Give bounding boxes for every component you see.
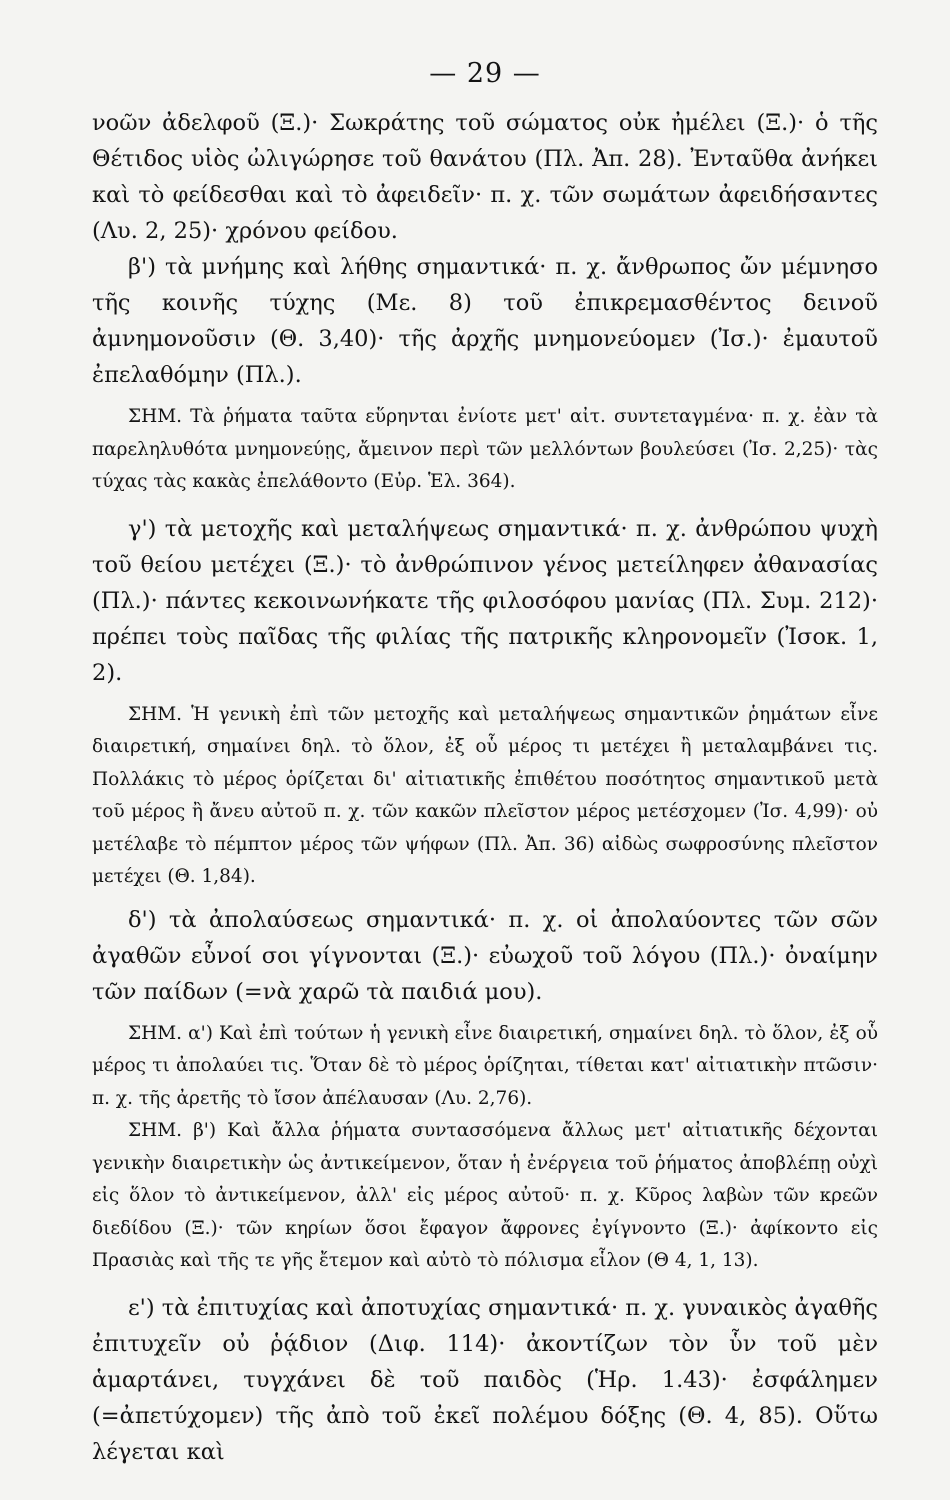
paragraph-memory-verbs: β') τὰ μνήμης καὶ λήθης σημαντικά· π. χ. ἄνθρωπος ὤν μέμνησο τῆς κοινῆς τύχης (Με. 8) τοῦ ἐπικρεμασθέντος δεινοῦ ἀμνημονοῦσιν (Θ. 3,40)· τῆς ἀρχῆς μνημονεύομεν (Ἰσ.)· ἐμαυτοῦ ἐπελαθόμην (Πλ.). (92, 254, 878, 388)
note-enjoyment-verbs-b: ΣΗΜ. β') Καὶ ἄλλα ῥήματα συντασσόμενα ἄλλως μετ' αἰτιατικῆς δέχονται γενικὴν διαιρετικὴν ὡς ἀντικείμενον, ὅταν ἡ ἐνέργεια τοῦ ῥήματος ἀποβλέπῃ οὐχὶ εἰς ὅλον τὸ ἀντικείμενον, ἀλλ' εἰς μέρος αὐτοῦ· π. χ. Κῦρος λαβὼν τῶν κρεῶν διεδίδου (Ξ.)· τῶν κηρίων ὅσοι ἔφαγον ἄφρονες ἐγίγνοντο (Ξ.)· ἀφίκοντο εἰς Πρασιὰς καὶ τῆς τε γῆς ἔτεμον καὶ αὐτὸ τὸ πόλισμα εἷλον (Θ 4, 1, 13). (92, 1120, 878, 1271)
spacer (92, 1278, 878, 1290)
spacer (92, 393, 878, 401)
spacer (92, 1010, 878, 1018)
paragraph-participation-verbs: γ') τὰ μετοχῆς καὶ μεταλήψεως σημαντικά· π. χ. ἀνθρώπου ψυχὴ τοῦ θείου μετέχει (Ξ.)· τὸ ἀνθρώπινον γένος μετείληφεν ἀθανασίας (Πλ.)· πάντες κεκοινωνήκατε τῆς φιλοσόφου μανίας (Πλ. Συμ. 212)· πρέπει τοὺς παῖδας τῆς φιλίας τῆς πατρικῆς κληρονομεῖν (Ἰσοκ. 1, 2). (92, 515, 878, 686)
paragraph-neglect-verbs: νοῶν ἀδελφοῦ (Ξ.)· Σωκράτης τοῦ σώματος οὐκ ἠμέλει (Ξ.)· ὁ τῆς Θέτιδος υἱὸς ὠλιγώρησε τοῦ θανάτου (Πλ. Ἀπ. 28). Ἐνταῦθα ἀνήκει καὶ τὸ φείδεσθαι καὶ τὸ ἀφειδεῖν· π. χ. τῶν σωμάτων ἀφειδήσαντες (Λυ. 2, 25)· χρόνου φείδου. (92, 110, 878, 244)
paragraph-enjoyment-verbs: δ') τὰ ἀπολαύσεως σημαντικά· π. χ. οἱ ἀπολαύοντες τῶν σῶν ἀγαθῶν εὖνοί σοι γίγνονται (Ξ.)· εὐωχοῦ τοῦ λόγου (Πλ.)· ὀναίμην τῶν παίδων (=νὰ χαρῶ τὰ παιδιά μου). (92, 906, 878, 1005)
spacer (92, 499, 878, 511)
note-enjoyment-verbs-a: ΣΗΜ. α') Καὶ ἐπὶ τούτων ἡ γενικὴ εἶνε διαιρετική, σημαίνει δηλ. τὸ ὅλον, ἐξ οὗ μέρος τι ἀπολαύει τις. Ὅταν δὲ τὸ μέρος ὁρίζηται, τίθεται κατ' αἰτιατικὴν πτῶσιν· π. χ. τῆς ἀρετῆς τὸ ἴσον ἀπέλαυσαν (Λυ. 2,76). (92, 1022, 878, 1109)
spacer (92, 691, 878, 699)
note-participation-verbs: ΣΗΜ. Ἡ γενικὴ ἐπὶ τῶν μετοχῆς καὶ μεταλήψεως σημαντικῶν ῥημάτων εἶνε διαιρετική, σημαίνει δηλ. τὸ ὅλον, ἐξ οὗ μέρος τι μετέχει ἢ μεταλαμβάνει τις. Πολλάκις τὸ μέρος ὁρίζεται δι' αἰτιατικῆς ἐπιθέτου ποσότητος σημαντικοῦ μετὰ τοῦ μέρος ἢ ἄνευ αὐτοῦ π. χ. τῶν κακῶν πλεῖστον μέρος μετέσχομεν (Ἰσ. 4,99)· οὐ μετέλαβε τὸ πέμπτον μέρος τῶν ψήφων (Πλ. Ἀπ. 36) αἰδὼς σωφροσύνης πλεῖστον μετέχει (Θ. 1,84). (92, 703, 878, 887)
page-number: — 29 — (429, 58, 541, 89)
paragraph-success-failure-verbs: ε') τὰ ἐπιτυχίας καὶ ἀποτυχίας σημαντικά· π. χ. γυναικὸς ἀγαθῆς ἐπιτυχεῖν οὐ ῥᾴδιον (Διφ. 114)· ἀκοντίζων τὸν ὗν τοῦ μὲν ἁμαρτάνει, τυγχάνει δὲ τοῦ παιδὸς (Ἡρ. 1.43)· ἐσφάλημεν (=ἀπετύχομεν) τῆς ἀπὸ τοῦ ἐκεῖ πολέμου δόξης (Θ. 4, 85). Οὕτω λέγεται καὶ (92, 1294, 878, 1465)
spacer (92, 894, 878, 902)
note-memory-verbs: ΣΗΜ. Τὰ ῥήματα ταῦτα εὕρηνται ἐνίοτε μετ' αἰτ. συντεταγμένα· π. χ. ἐὰν τὰ παρεληλυθότα μνημονεύῃς, ἄμεινον περὶ τῶν μελλόντων βουλεύσει (Ἰσ. 2,25)· τὰς τύχας τὰς κακὰς ἐπελάθοντο (Εὐρ. Ἑλ. 364). (92, 406, 878, 492)
